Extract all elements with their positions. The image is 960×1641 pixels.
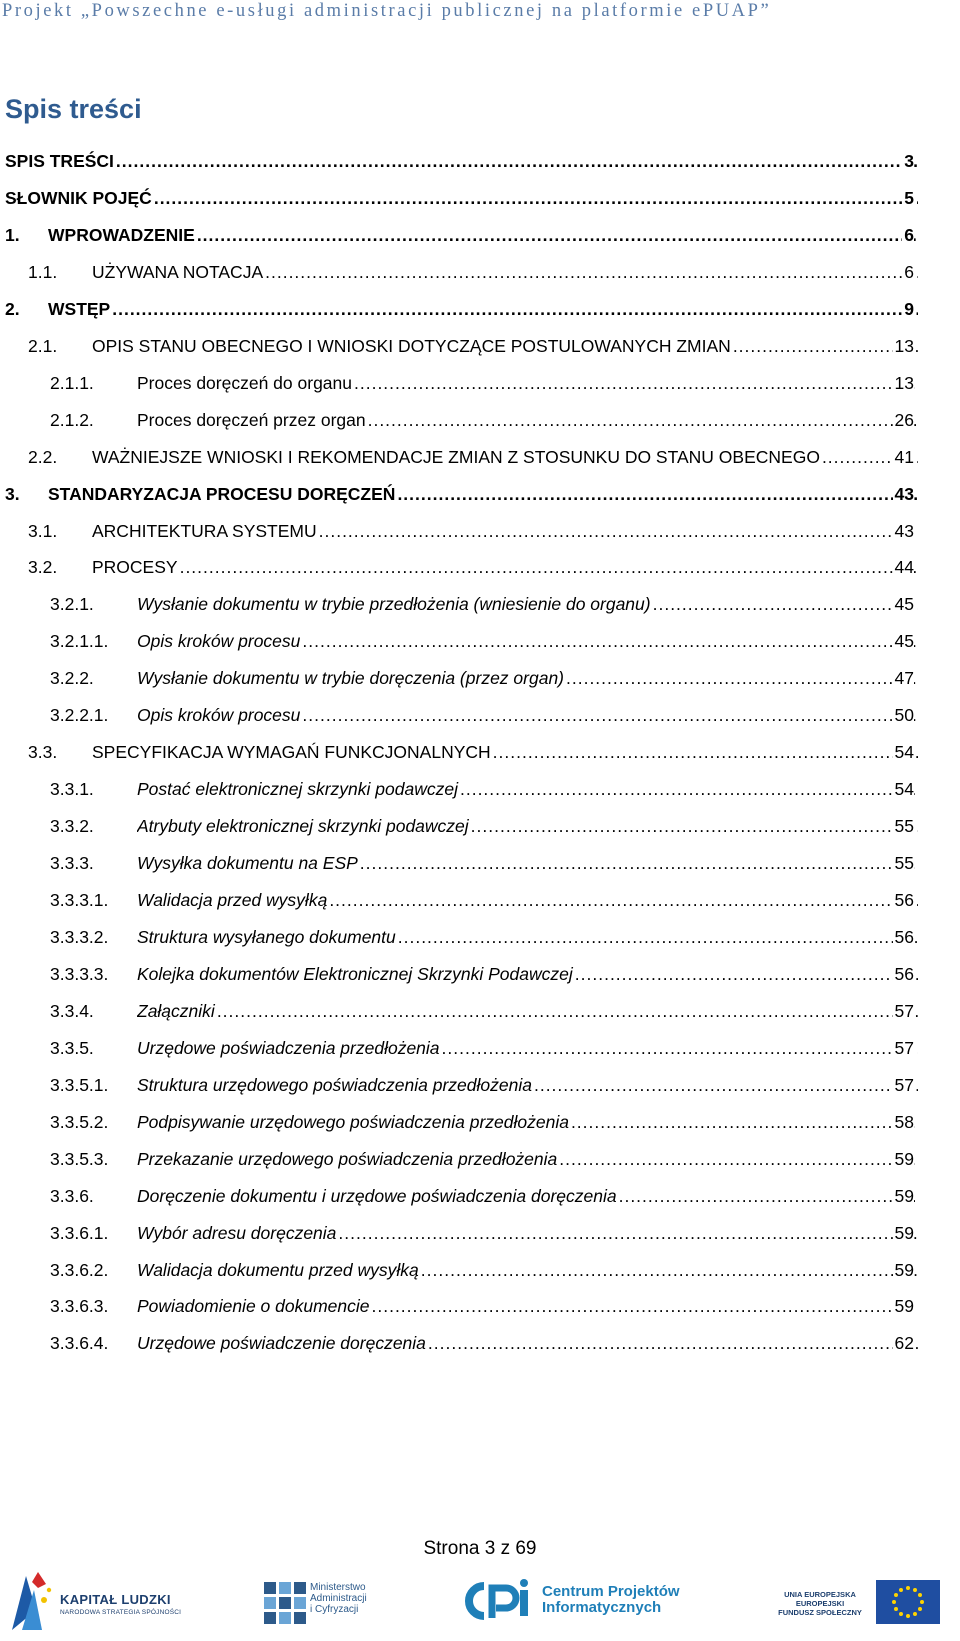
toc-entry[interactable] — [0, 813, 960, 839]
toc-entry-label: STANDARYZACJA PROCESU DORĘCZEŃ — [48, 483, 396, 504]
toc-entry-page: 45 — [893, 628, 914, 654]
toc-entry-number: 3.2.1.1. — [50, 631, 109, 652]
cpi-logo — [462, 1568, 702, 1638]
toc-entry-page: 13 — [893, 370, 914, 396]
toc-leader-dots — [471, 813, 918, 839]
toc-entry-label: Powiadomienie o dokumencie — [137, 1296, 370, 1317]
toc-entry-page: 57 — [893, 1072, 914, 1098]
toc-leader-dots — [421, 1257, 918, 1283]
toc-entry-number: 3.2.1. — [50, 594, 94, 615]
toc-entry[interactable] — [0, 628, 960, 654]
toc-entry-page: 44 — [893, 554, 914, 580]
toc-entry[interactable] — [0, 702, 960, 728]
toc-leader-dots — [319, 518, 918, 544]
toc-entry[interactable] — [0, 776, 960, 802]
toc-entry-label: OPIS STANU OBECNEGO I WNIOSKI DOTYCZĄCE POSTULOWANYCH ZMIAN — [92, 335, 731, 356]
toc-leader-dots — [372, 1293, 919, 1319]
toc-entry[interactable] — [0, 1146, 960, 1172]
toc-entry[interactable] — [0, 998, 960, 1024]
toc-entry-number: 2. — [5, 298, 20, 319]
toc-entry-page: 6 — [902, 222, 914, 248]
toc-entry-page: 9 — [902, 296, 914, 322]
toc-entry-label: Struktura wysyłanego dokumentu — [137, 926, 396, 947]
toc-entry-page: 59 — [893, 1146, 914, 1172]
toc-leader-dots — [154, 185, 918, 211]
ministerstwo-line-1: Ministerstwo — [310, 1582, 366, 1593]
toc-entry-page: 50 — [893, 702, 914, 728]
kapital-ludzki-subtitle: NARODOWA STRATEGIA SPÓJNOŚCI — [60, 1609, 182, 1616]
toc-entry-page: 55 — [893, 850, 914, 876]
toc-entry[interactable] — [0, 1035, 960, 1061]
toc-entry-label: SŁOWNIK POJĘĆ — [5, 187, 152, 208]
toc-entry[interactable] — [0, 407, 960, 433]
toc-entry-number: 3.3.3.2. — [50, 926, 109, 947]
toc-entry-label: Atrybuty elektronicznej skrzynki podawczej — [137, 816, 469, 837]
toc-entry[interactable] — [0, 518, 960, 544]
toc-leader-dots — [653, 591, 918, 617]
toc-leader-dots — [398, 924, 918, 950]
toc-entry-label: Doręczenie dokumentu i urzędowe poświadczenia doręczenia — [137, 1185, 617, 1206]
toc-entry-label: WAŻNIEJSZE WNIOSKI I REKOMENDACJE ZMIAN Z STOSUNKU DO STANU OBECNEGO — [92, 446, 820, 467]
toc-entry-label: SPIS TREŚCI — [5, 151, 114, 171]
toc-entry-label: Wysłanie dokumentu w trybie przedłożenia (wniesienie do organu) — [137, 594, 651, 615]
toc-entry-label: WSTĘP — [48, 298, 111, 319]
toc-leader-dots — [442, 1035, 918, 1061]
toc-entry-number: 3.3. — [28, 742, 58, 763]
toc-entry-page: 41 — [893, 444, 914, 470]
toc-entry-number: 3.3.6.4. — [50, 1333, 109, 1354]
toc-entry-label: Przekazanie urzędowego poświadczenia przedłożenia — [137, 1148, 558, 1169]
toc-entry-number: 3.3.4. — [50, 1000, 94, 1021]
cpi-emblem-icon — [462, 1578, 538, 1624]
toc-entry-label: Wysyłka dokumentu na ESP — [137, 853, 358, 874]
toc-entry-label: Opis kroków procesu — [137, 631, 301, 652]
ministerstwo-emblem-icon — [264, 1582, 306, 1624]
toc-entry-number: 2.1.1. — [50, 372, 94, 393]
toc-entry-page: 59 — [893, 1220, 914, 1246]
running-header: Projekt „Powszechne e-usługi administracji publicznej na platformie ePUAP” — [2, 1, 772, 21]
toc-leader-dots — [428, 1330, 918, 1356]
toc-leader-dots — [116, 148, 918, 174]
eu-flag-icon — [876, 1580, 940, 1624]
toc-entry[interactable] — [0, 481, 960, 507]
toc-entry-number: 3.1. — [28, 520, 58, 541]
ministerstwo-line-3: i Cyfryzacji — [310, 1604, 359, 1615]
toc-entry[interactable] — [0, 1109, 960, 1135]
toc-leader-dots — [575, 961, 918, 987]
toc-entry[interactable] — [0, 887, 960, 913]
toc-entry[interactable] — [0, 1072, 960, 1098]
toc-entry-label: Wybór adresu doręczenia — [137, 1222, 337, 1243]
toc-leader-dots — [460, 776, 918, 802]
toc-entry-label: Walidacja przed wysyłką — [137, 890, 328, 910]
toc-entry-page: 13 — [893, 333, 914, 359]
toc-entry-number: 3. — [5, 483, 20, 504]
toc-entry[interactable] — [0, 665, 960, 691]
toc-entry-page: 26 — [893, 407, 914, 433]
toc-entry[interactable] — [0, 591, 960, 617]
toc-entry-page: 54 — [893, 739, 914, 765]
toc-entry-page: 55 — [893, 813, 914, 839]
toc-entry[interactable] — [0, 296, 960, 322]
kapital-ludzki-title: KAPITAŁ LUDZKI — [60, 1592, 171, 1607]
toc-entry-label: UŻYWANA NOTACJA — [92, 261, 264, 282]
ministerstwo-line-2: Administracji — [310, 1593, 367, 1604]
footer-logos — [0, 1568, 960, 1641]
toc-entry[interactable] — [0, 850, 960, 876]
toc-leader-dots — [566, 665, 918, 691]
toc-entry-page: 3 — [902, 148, 914, 174]
toc-entry-label: Walidacja dokumentu przed wysyłką — [137, 1259, 419, 1280]
eu-line-2: EUROPEJSKI — [795, 1599, 845, 1608]
toc-entry-number: 3.3.5. — [50, 1037, 94, 1058]
toc-entry-number: 1. — [5, 224, 20, 245]
toc-leader-dots — [302, 628, 918, 654]
toc-leader-dots — [112, 296, 918, 322]
toc-leader-dots — [368, 407, 918, 433]
kapital-ludzki-logo — [8, 1568, 188, 1638]
toc-entry-page: 5 — [902, 185, 914, 211]
toc-entry-page: 54 — [893, 776, 914, 802]
toc-leader-dots — [619, 1183, 918, 1209]
toc-leader-dots — [338, 1220, 918, 1246]
toc-entry-number: 3.3.6.3. — [50, 1296, 109, 1317]
toc-entry[interactable] — [0, 1257, 960, 1283]
toc-entry-label: Podpisywanie urzędowego poświadczenia przedłożenia — [137, 1111, 569, 1132]
toc-entry-label: Struktura urzędowego poświadczenia przedłożenia — [137, 1074, 532, 1095]
toc-entry-page: 47 — [893, 665, 914, 691]
toc-leader-dots — [180, 554, 918, 580]
toc-entry-number: 3.3.1. — [50, 779, 94, 800]
toc-entry[interactable] — [0, 739, 960, 765]
toc-leader-dots — [559, 1146, 918, 1172]
toc-entry-label: ARCHITEKTURA SYSTEMU — [92, 520, 317, 541]
toc-entry-page: 56 — [893, 961, 914, 987]
toc-entry-page: 62 — [893, 1330, 914, 1356]
toc-entry-label: Wysłanie dokumentu w trybie doręczenia (przez organ) — [137, 668, 564, 689]
toc-entry-number: 2.1.2. — [50, 409, 94, 430]
toc-leader-dots — [302, 702, 918, 728]
toc-entry-number: 3.2.2. — [50, 668, 94, 689]
toc-entry-label: Proces doręczeń przez organ — [137, 409, 366, 430]
toc-leader-dots — [493, 739, 918, 765]
toc-entry-page: 57 — [893, 1035, 914, 1061]
toc-leader-dots — [197, 222, 918, 248]
toc-entry[interactable] — [0, 1293, 960, 1319]
toc-entry[interactable] — [0, 1183, 960, 1209]
toc-entry[interactable] — [0, 259, 960, 285]
toc-entry[interactable] — [0, 1330, 960, 1356]
toc-entry-label: Załączniki — [137, 1000, 215, 1021]
toc-entry-page: 6 — [902, 259, 914, 285]
toc-entry-label: Opis kroków procesu — [137, 705, 301, 726]
toc-entry-number: 3.3.3. — [50, 853, 94, 874]
toc-entry-page: 59 — [893, 1257, 914, 1283]
eu-logo — [770, 1568, 956, 1638]
toc-entry-number: 3.3.5.1. — [50, 1074, 109, 1095]
toc-entry-number: 1.1. — [28, 261, 58, 282]
toc-entry-number: 3.2.2.1. — [50, 705, 109, 726]
toc-entry[interactable] — [0, 222, 960, 248]
toc-leader-dots — [354, 370, 918, 396]
toc-entry[interactable] — [0, 924, 960, 950]
toc-entry-page: 57 — [893, 998, 914, 1024]
cpi-line-2: Informatycznych — [542, 1599, 662, 1616]
toc-entry-page: 58 — [893, 1109, 914, 1135]
toc-entry[interactable] — [0, 148, 960, 174]
toc-leader-dots — [217, 998, 918, 1024]
toc-entry-number: 3.3.2. — [50, 816, 94, 837]
toc-entry[interactable] — [0, 961, 960, 987]
eu-line-3: FUNDUSZ SPOŁECZNY — [778, 1608, 862, 1617]
toc-entry-label: Urzędowe poświadczenia przedłożenia — [137, 1037, 440, 1058]
toc-entry[interactable] — [0, 333, 960, 359]
toc-entry[interactable] — [0, 185, 960, 211]
toc-entry-page: 59 — [893, 1293, 914, 1319]
toc-entry-number: 3.3.3.1. — [50, 890, 109, 910]
toc-leader-dots — [265, 259, 918, 285]
ministerstwo-logo — [264, 1568, 384, 1638]
toc-entry-number: 3.2. — [28, 557, 58, 578]
toc-entry-number: 3.3.6. — [50, 1185, 94, 1206]
toc-entry-label: SPECYFIKACJA WYMAGAŃ FUNKCJONALNYCH — [92, 742, 491, 763]
toc-leader-dots — [534, 1072, 918, 1098]
toc-entry-page: 59 — [893, 1183, 914, 1209]
toc-entry-label: Proces doręczeń do organu — [137, 372, 352, 393]
toc-leader-dots — [360, 850, 918, 876]
toc-leader-dots — [571, 1109, 918, 1135]
toc-leader-dots — [733, 333, 918, 359]
toc-entry[interactable] — [0, 554, 960, 580]
toc-entry-number: 3.3.3.3. — [50, 963, 109, 984]
cpi-line-1: Centrum Projektów — [542, 1583, 680, 1600]
toc-entry[interactable] — [0, 444, 960, 470]
toc-entry-label: Urzędowe poświadczenie doręczenia — [137, 1333, 426, 1354]
toc-entry-page: 45 — [893, 591, 914, 617]
toc-entry-label: WPROWADZENIE — [48, 224, 195, 245]
eu-line-1: UNIA EUROPEJSKA — [784, 1590, 856, 1599]
toc-entry-number: 3.3.6.1. — [50, 1222, 109, 1243]
toc-leader-dots — [397, 481, 918, 507]
toc-entry-page: 56 — [893, 924, 914, 950]
toc-leader-dots — [329, 887, 918, 913]
toc-entry-number: 3.3.5.2. — [50, 1111, 109, 1132]
toc-entry[interactable] — [0, 370, 960, 396]
page-number: Strona 3 z 69 — [423, 1538, 537, 1559]
toc-entry-number: 3.3.6.2. — [50, 1259, 109, 1280]
toc-entry-page: 43 — [893, 518, 914, 544]
toc-entry-label: Kolejka dokumentów Elektronicznej Skrzynki Podawczej — [137, 963, 573, 984]
toc-entry[interactable] — [0, 1220, 960, 1246]
toc-entry-page: 43 — [893, 481, 914, 507]
toc-entry-number: 3.3.5.3. — [50, 1148, 109, 1169]
toc-entry-label: PROCESY — [92, 557, 178, 578]
toc-title: Spis treści — [5, 94, 142, 124]
toc-entry-number: 2.2. — [28, 446, 58, 467]
toc-entry-number: 2.1. — [28, 335, 58, 356]
toc-entry-page: 56 — [893, 887, 914, 913]
toc-entry-label: Postać elektronicznej skrzynki podawczej — [137, 779, 458, 800]
